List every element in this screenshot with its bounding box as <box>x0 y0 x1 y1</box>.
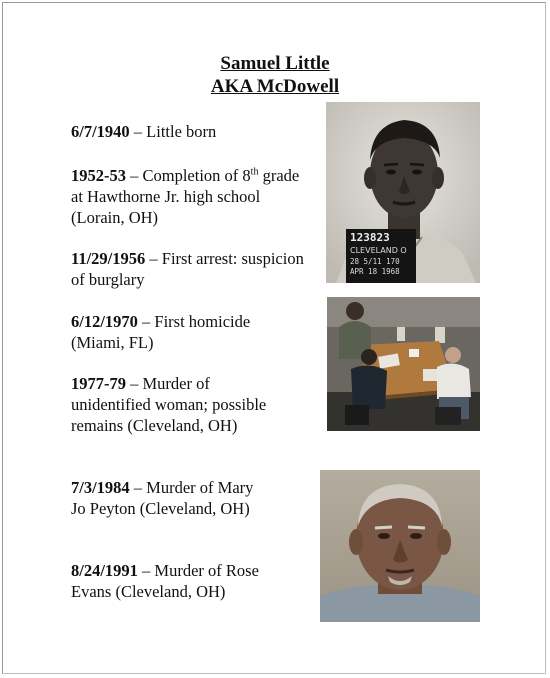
timeline-date: 1977-79 <box>71 374 126 393</box>
timeline-entry <box>71 311 261 353</box>
timeline-text: – Murder of Rose Evans (Cleveland, OH) <box>71 561 259 601</box>
placard-stats: 28 5/11 170 <box>350 257 400 266</box>
timeline-date: 6/7/1940 <box>71 122 130 141</box>
timeline-entry <box>71 560 271 602</box>
timeline-entry <box>71 477 261 519</box>
timeline-text: – Completion of 8 <box>126 166 251 185</box>
document-subtitle: AKA McDowell <box>210 76 340 97</box>
timeline-text: – First arrest: suspicion of burglary <box>71 249 304 289</box>
interview-room-photo <box>327 297 480 431</box>
timeline-text: – Little born <box>129 122 217 141</box>
timeline-entry <box>71 165 311 228</box>
timeline-text: – First homicide (Miami, FL) <box>71 312 251 352</box>
placard-date: APR 18 1968 <box>350 267 400 276</box>
mugshot-recent-photo <box>320 470 480 622</box>
timeline-text: – Murder of Mary Jo Peyton (Cleveland, OH) <box>71 478 254 518</box>
timeline-entry <box>71 121 311 142</box>
timeline-text-superscript: th <box>250 166 259 178</box>
timeline-entry <box>71 248 311 290</box>
timeline-text: – Murder of unidentified woman; possible remains (Cleveland, OH) <box>71 374 267 435</box>
timeline-date: 6/12/1970 <box>71 312 138 331</box>
mugshot-1968-photo <box>326 102 480 283</box>
timeline-date: 11/29/1956 <box>71 249 146 268</box>
timeline-date: 1952-53 <box>71 166 126 185</box>
timeline-date: 7/3/1984 <box>71 478 130 497</box>
timeline-entry <box>71 373 271 436</box>
placard-number: 123823 <box>350 231 390 244</box>
placard-city: CLEVELAND O <box>350 246 407 255</box>
timeline-text: grade at Hawthorne Jr. high school (Lorain, OH) <box>71 166 300 227</box>
timeline-date: 8/24/1991 <box>71 561 138 580</box>
document-title: Samuel Little <box>220 53 330 74</box>
